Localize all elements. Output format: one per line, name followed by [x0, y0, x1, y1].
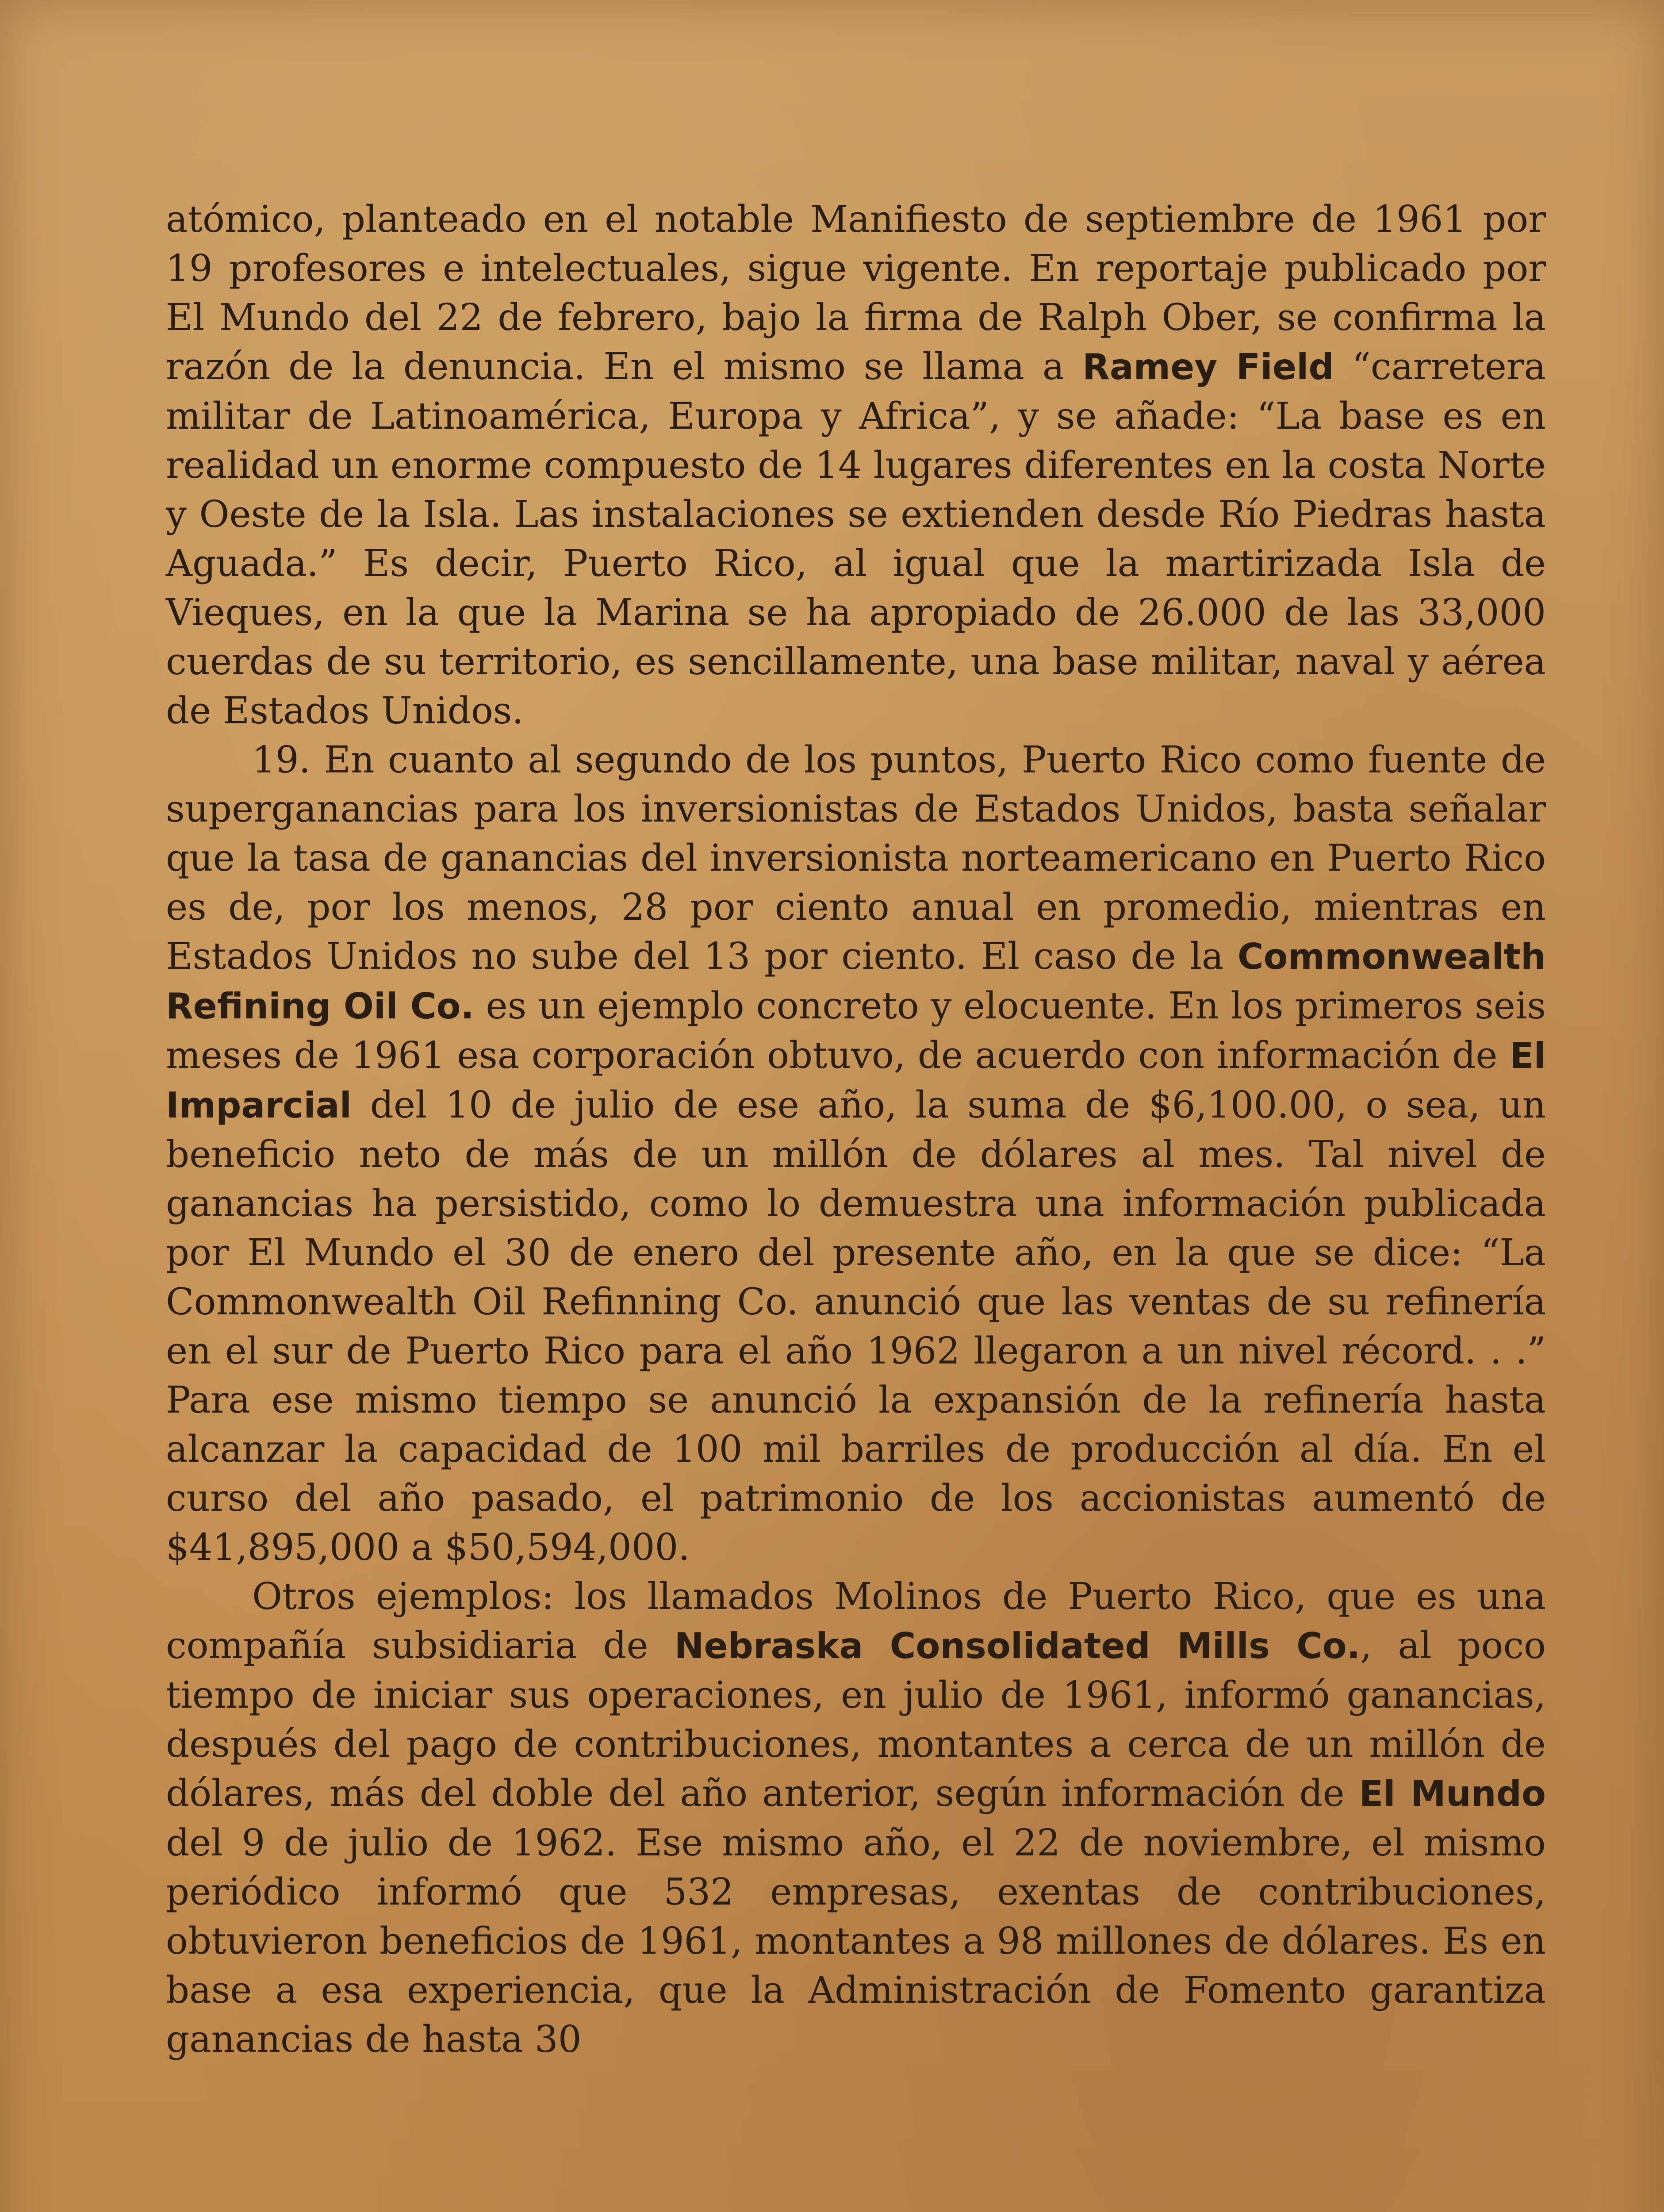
text-run: del 10 de julio de ese año, la suma de $6,100.00, o sea, un beneficio neto de más de un millón de dólares al mes. Tal nivel de ganancias ha persistido, como lo demuestra una información publicada por El Mundo el 30 de enero del presente año, en la que se dice: “La Commonwealth Oil Refinning Co. anunció que las ventas de su refinería en el sur de Puerto Rico para el año 1962 llegaron a un nivel récord. . .” Para ese mismo tiempo se anunció la expansión de la refinería hasta alcanzar la capacidad de 100 mil barriles de producción al día. En el curso del año pasado, el patrimonio de los accionistas aumentó de $41,895,000 a $50,594,000. [166, 1083, 1546, 1569]
text-run: atómico, planteado en el notable Manifiesto de septiembre de 1961 por 19 profesores e intelectuales, sigue vigente. En reportaje publicado por El Mundo del 22 de febrero, bajo la firma de Ralph Ober, se confirma la razón de la denuncia. En el mismo se llama a [166, 198, 1546, 388]
text-run: 19. En cuanto al segundo de los puntos, Puerto Rico como fuente de superganancias para los inversionistas de Estados Unidos, basta señalar que la tasa de ganancias del inversionista norteamericano en Puerto Rico es de, por los menos, 28 por ciento anual en promedio, mientras en Estados Unidos no sube del 13 por ciento. El caso de la [166, 738, 1546, 978]
bold-term-nebraska: Nebraska Consolidated Mills Co. [674, 1625, 1361, 1667]
paragraph-2 [166, 735, 1546, 1572]
text-run: es un ejemplo concreto y elocuente. En los primeros seis meses de 1961 esa corporación obtuvo, de acuerdo con información de [166, 984, 1546, 1077]
bold-term-ramey-field: Ramey Field [1082, 346, 1334, 388]
text-run: Otros ejemplos: los llamados Molinos de Puerto Rico, que es una compañía subsidiaria de [166, 1575, 1546, 1667]
bold-term-el-mundo: El Mundo [1359, 1773, 1546, 1814]
bold-term-commonwealth: Commonwealth Refining Oil Co. [166, 936, 1546, 1027]
text-run: del 9 de julio de 1962. Ese mismo año, el 22 de noviembre, el mismo periódico informó que 532 empresas, exentas de contribuciones, obtuvieron beneficios de 1961, montantes a 98 millones de dólares. Es en base a esa experiencia, que la Administración de Fomento garantiza ganancias de hasta 30 [166, 1821, 1546, 2061]
paragraph-3 [166, 1572, 1546, 2064]
bold-term-el-imparcial: El Imparcial [166, 1035, 1546, 1126]
text-run: “carretera militar de Latinoamérica, Europa y Africa”, y se añade: “La base es en realidad un enorme compuesto de 14 lugares diferentes en la costa Norte y Oeste de la Isla. Las instalaciones se extienden desde Río Piedras hasta Aguada.” Es decir, Puerto Rico, al igual que la martirizada Isla de Vieques, en la que la Marina se ha apropiado de 26.000 de las 33,000 cuerdas de su territorio, es sencillamente, una base militar, naval y aérea de Estados Unidos. [166, 345, 1546, 732]
paragraph-1 [166, 195, 1546, 735]
body-text [166, 195, 1546, 2064]
text-run: , al poco tiempo de iniciar sus operaciones, en julio de 1961, informó ganancias, después del pago de contribuciones, montantes a cerca de un millón de dólares, más del doble del año anterior, según información de [166, 1624, 1546, 1815]
